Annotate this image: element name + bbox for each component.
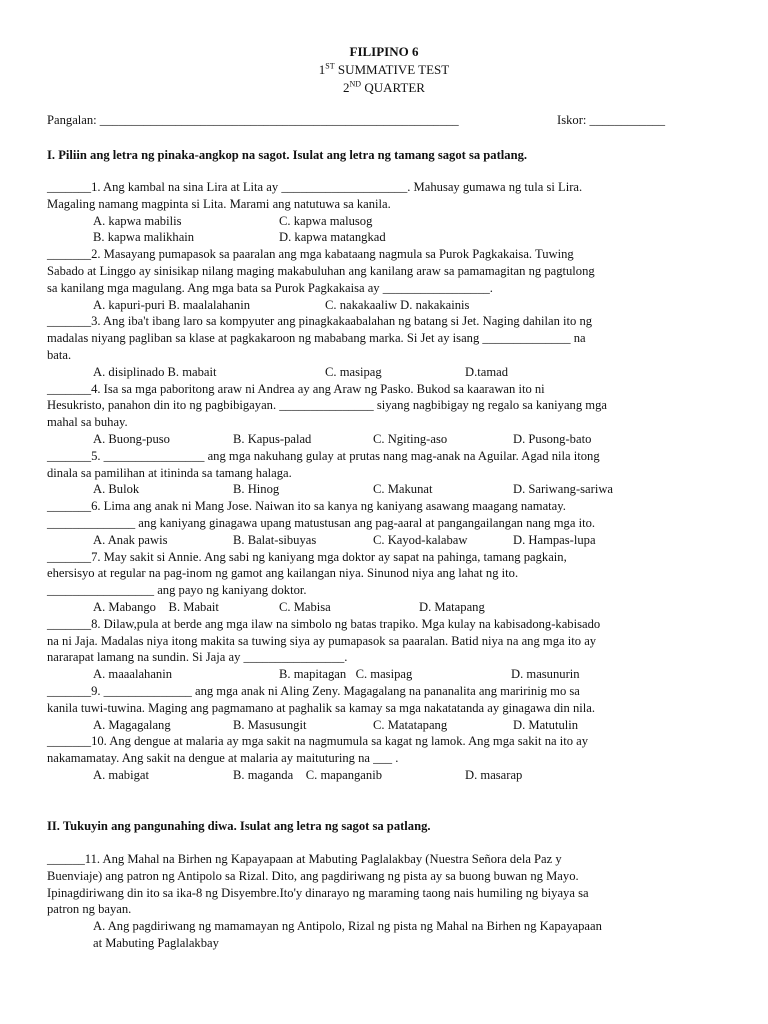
answer-option[interactable]: C. masipag <box>325 364 382 379</box>
subject-title: FILIPINO 6 <box>349 44 419 59</box>
question-5-line: dinala sa pamilihan at itininda sa tamang halaga. <box>47 465 292 480</box>
answer-option[interactable]: D. masarap <box>465 767 523 782</box>
answer-option[interactable]: D. Matutulin <box>513 717 579 732</box>
answer-option[interactable]: A. Anak pawis <box>93 532 168 547</box>
question-8-line: _______8. Dilaw,pula at berde ang mga ilaw na simbolo ng batas trapiko. Mga kulay na kabisadong-kabisado <box>47 616 601 631</box>
question-1-options <box>47 229 727 246</box>
answer-option[interactable]: A. Bulok <box>93 482 140 497</box>
answer-option[interactable]: B. Balat-sibuyas <box>233 532 317 547</box>
question-7-line: ehersisyo at regular na pag-inom ng gamot ang kailangan niya. Sinunod niya ang lahat ng ito. <box>47 566 519 581</box>
question-6-line: _______6. Lima ang anak ni Mang Jose. Naiwan ito sa kanya ng kaniyang asawang maagang namatay. <box>47 499 566 514</box>
answer-option[interactable]: A. maaalahanin <box>93 667 173 682</box>
answer-option[interactable]: A. Buong-puso <box>93 431 170 446</box>
question-9-line: kanila tuwi-tuwina. Maging ang pagmamano at paghalik sa kamay sa mga nakatatanda ay ginagawa din nila. <box>47 700 596 715</box>
question-8-options <box>47 666 727 683</box>
question-1-line: _______1. Ang kambal na sina Lira at Lita ay ____________________. Mahusay gumawa ng tula si Lira. <box>47 180 583 194</box>
question-11-line: ______11. Ang Mahal na Birhen ng Kapayapaan at Mabuting Paglalakbay (Nuestra Señora dela Paz y <box>47 852 562 866</box>
question-1-options <box>47 213 727 230</box>
quarter-title: 2ND QUARTER <box>343 79 425 95</box>
question-3-options <box>47 364 727 381</box>
question-4-line: Hesukristo, panahon din ito ng pagbibigayan. _______________ siyang nagbibigay ng regalo sa kaniyang mga <box>47 398 607 413</box>
section2-title: II. Tukuyin ang pangunahing diwa. Isulat ang letra ng sagot sa patlang. <box>47 819 431 833</box>
question-6-line: ______________ ang kaniyang ginagawa upang matustusan ang pag-aaral at pangangailangan nang mga ito. <box>47 515 596 530</box>
score-field[interactable]: Iskor: ____________ <box>557 113 666 127</box>
answer-option[interactable]: C. nakakaaliw D. nakakainis <box>325 297 470 312</box>
answer-option[interactable]: C. kapwa malusog <box>279 213 373 228</box>
answer-option[interactable]: C. Ngiting-aso <box>373 431 448 446</box>
answer-option[interactable]: D. kapwa matangkad <box>279 230 386 245</box>
section1-title: I. Piliin ang letra ng pinaka-angkop na sagot. Isulat ang letra ng tamang sagot sa patlang. <box>47 148 528 162</box>
answer-option[interactable]: B. maganda C. mapanganib <box>233 767 382 782</box>
question-10-line: nakamamatay. Ang sakit na dengue at malaria ay maituturing na ___ . <box>47 751 399 766</box>
answer-option[interactable]: A. disiplinado B. mabait <box>93 364 217 379</box>
name-field[interactable]: Pangalan: _________________________________________________________ <box>47 113 459 127</box>
question-11-line: Buenviaje) ang patron ng Antipolo sa Rizal. Dito, ang pagdiriwang ng pista ay sa buong buwan ng Mayo. <box>47 868 579 883</box>
answer-option[interactable]: D. Pusong-bato <box>513 431 592 446</box>
answer-option[interactable]: B. kapwa malikhain <box>93 230 195 245</box>
answer-option[interactable]: C. Makunat <box>373 482 433 497</box>
question-2-line: _______2. Masayang pumapasok sa paaralan ang mga kabataang nagmula sa Purok Pagkakaisa. Tuwing <box>47 247 574 262</box>
question-10-line: _______10. Ang dengue at malaria ay mga sakit na nagmumula sa kagat ng lamok. Ang mga sakit na ito ay <box>47 734 589 749</box>
answer-option[interactable]: A. mabigat <box>93 767 149 782</box>
test-title: 1ST SUMMATIVE TEST <box>318 61 450 77</box>
question-7-line: _______7. May sakit si Annie. Ang sabi ng kaniyang mga doktor ay sapat na pahinga, tamang pagkain, <box>47 549 567 564</box>
question-4-line: mahal sa buhay. <box>47 415 128 430</box>
answer-option[interactable]: D. masunurin <box>511 667 580 682</box>
question-4-line: _______4. Isa sa mga paboritong araw ni Andrea ay ang Araw ng Pasko. Bukod sa kaarawan ito ni <box>47 381 545 396</box>
question-3-line: bata. <box>47 347 72 362</box>
answer-option[interactable]: D.tamad <box>465 364 509 379</box>
question-7-options <box>47 599 727 616</box>
answer-option[interactable]: C. Matatapang <box>373 717 448 732</box>
answer-option[interactable]: B. Hinog <box>233 482 280 497</box>
question-2-options <box>47 297 727 314</box>
question-4-options <box>47 431 727 448</box>
answer-option[interactable]: B. Kapus-palad <box>233 431 312 446</box>
answer-option[interactable]: A. kapuri-puri B. maalalahanin <box>93 297 251 312</box>
section1-questions <box>47 179 727 784</box>
question-11-line: Ipinagdiriwang din ito sa ika-8 ng Disyembre.Ito'y dinarayo ng maraming taong nais humiling ng biyaya sa <box>47 885 589 900</box>
answer-option[interactable]: D. Sariwang-sariwa <box>513 482 614 497</box>
question-3-line: _______3. Ang iba't ibang laro sa kompyuter ang pinagkakaabalahan ng batang si Jet. Naging dahilan ito ng <box>47 314 593 329</box>
question-1-line: Magaling namang magpinta si Lita. Marami ang natutuwa sa kanila. <box>47 196 391 211</box>
answer-option[interactable]: B. mapitagan C. masipag <box>279 667 413 682</box>
student-info-row <box>47 112 727 129</box>
question-8-line: na ni Jaja. Madalas niya itong makita sa tuwing siya ay pumapasok sa paaralan. Batid niya na ang mga ito ay <box>47 633 597 648</box>
question-11-option[interactable]: at Mabuting Paglalakbay <box>93 935 219 950</box>
answer-option[interactable]: A. kapwa mabilis <box>93 213 182 228</box>
question-11-option[interactable]: A. Ang pagdiriwang ng mamamayan ng Antipolo, Rizal ng pista ng Mahal na Birhen ng Kapayapaan <box>93 919 602 934</box>
question-6-options <box>47 532 727 549</box>
question-5-options <box>47 481 727 498</box>
answer-option[interactable]: C. Kayod-kalabaw <box>373 532 468 547</box>
answer-option[interactable]: C. Mabisa <box>279 599 331 614</box>
question-8-line: nararapat lamang na sundin. Si Jaja ay ________________. <box>47 650 348 665</box>
question-7-line: _________________ ang payo ng kaniyang doktor. <box>47 583 307 598</box>
answer-option[interactable]: D. Hampas-lupa <box>513 532 596 547</box>
question-2-line: sa kanilang mga magulang. Ang mga bata sa Purok Pagkakaisa ay _________________. <box>47 280 493 295</box>
question-9-line: _______9. ______________ ang mga anak ni Aling Zeny. Magagalang na pananalita ang maririnig mo sa <box>47 683 580 698</box>
question-9-options <box>47 717 727 734</box>
question-5-line: _______5. ________________ ang mga nakuhang gulay at prutas nang mag-anak na Aguilar. Agad nila itong <box>47 448 600 463</box>
question-3-line: madalas niyang pagliban sa klase at pagkakaroon ng mababang marka. Si Jet ay isang ______________ na <box>47 331 586 346</box>
answer-option[interactable]: A. Magagalang <box>93 717 171 732</box>
question-11-line: patron ng bayan. <box>47 902 132 917</box>
answer-option[interactable]: A. Mabango B. Mabait <box>93 599 219 614</box>
question-2-line: Sabado at Linggo ay sinisikap nilang maging makabuluhan ang kanilang araw sa pamamagitan ng pagtulong <box>47 263 595 278</box>
answer-option[interactable]: B. Masusungit <box>233 717 307 732</box>
question-10-options <box>47 767 727 784</box>
section2-question <box>47 851 727 952</box>
answer-option[interactable]: D. Matapang <box>419 599 485 614</box>
